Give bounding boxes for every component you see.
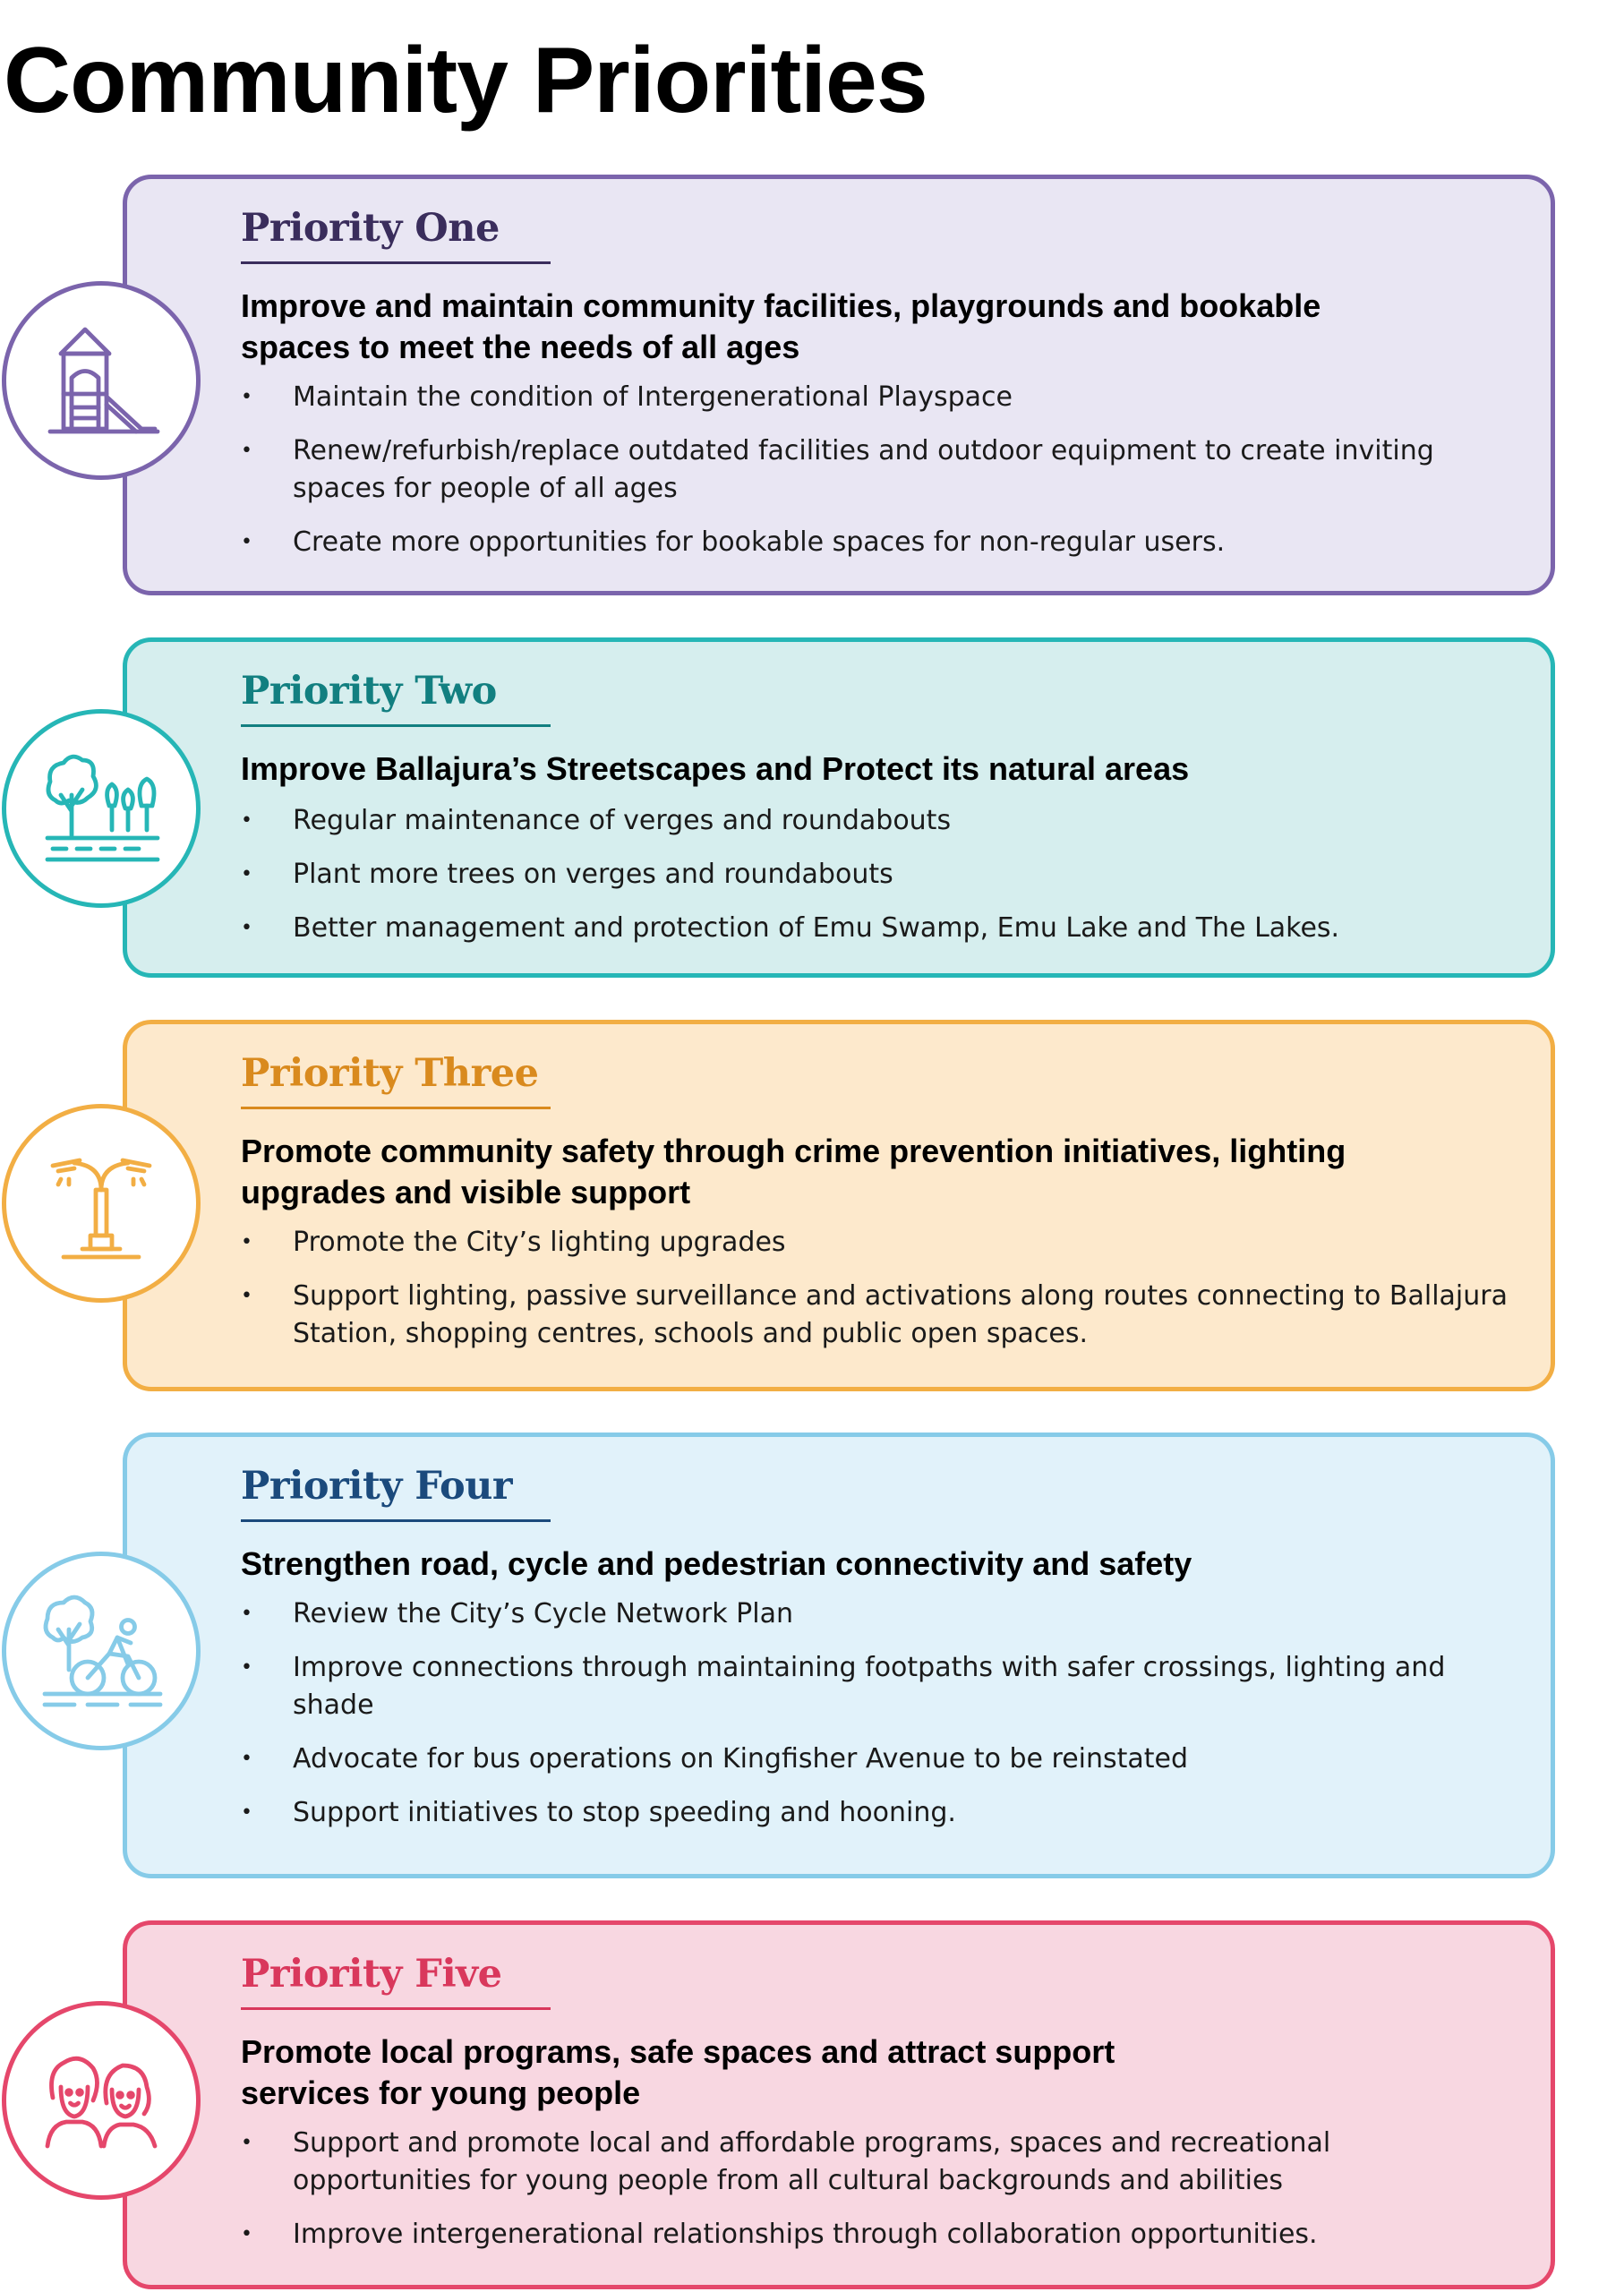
priority-bullet-list: [241, 802, 1515, 947]
bullet-item: • Plant more trees on verges and roundabouts: [241, 856, 1515, 894]
heading-underline: [241, 724, 551, 727]
priority-subtitle: Strengthen road, cycle and pedestrian connectivity and safety: [241, 1545, 1192, 1582]
priority-bullet-list: [241, 2125, 1515, 2254]
cyclist-icon: [2, 1552, 201, 1750]
street-light-icon: [2, 1104, 201, 1303]
bullet-item: • Support initiatives to stop speeding and hooning.: [241, 1794, 1515, 1832]
priority-card-two: [123, 637, 1555, 978]
priority-heading: Priority Two: [241, 669, 497, 714]
bullet-item: • Create more opportunities for bookable spaces for non-regular users.: [241, 524, 1515, 561]
bullet-item: • Promote the City’s lighting upgrades: [241, 1224, 1515, 1261]
priority-subtitle: Promote community safety through crime prevention initiatives, lighting upgrades and visible support: [241, 1133, 1346, 1210]
bullet-item: • Review the City’s Cycle Network Plan: [241, 1595, 1515, 1633]
playground-icon: [2, 281, 201, 480]
priority-heading: Priority Five: [241, 1952, 502, 1997]
bullet-item: • Maintain the condition of Intergenerational Playspace: [241, 379, 1515, 416]
bullet-item: • Support lighting, passive surveillance and activations along routes connecting to Ballajura Station, shopping centres, schools and public open spaces.: [241, 1278, 1515, 1353]
priority-card-one: [123, 175, 1555, 595]
young-people-icon: [2, 2001, 201, 2200]
priority-card-five: [123, 1920, 1555, 2289]
bullet-item: • Better management and protection of Emu Swamp, Emu Lake and The Lakes.: [241, 910, 1515, 947]
heading-underline: [241, 261, 551, 264]
priority-bullet-list: [241, 379, 1515, 561]
bullet-item: • Renew/refurbish/replace outdated facilities and outdoor equipment to create inviting spaces for people of all ages: [241, 432, 1515, 508]
priority-subtitle: Improve and maintain community facilities, playgrounds and bookable spaces to meet the needs of all ages: [241, 287, 1321, 365]
heading-underline: [241, 2007, 551, 2010]
priority-bullet-list: [241, 1224, 1515, 1353]
priority-subtitle: Promote local programs, safe spaces and attract support services for young people: [241, 2033, 1115, 2111]
priority-card-four: [123, 1432, 1555, 1878]
priority-card-three: [123, 1020, 1555, 1391]
trees-icon: [2, 709, 201, 908]
page-title: Community Priorities: [4, 29, 927, 133]
priority-bullet-list: [241, 1595, 1515, 1832]
heading-underline: [241, 1519, 551, 1522]
priority-heading: Priority One: [241, 206, 500, 251]
heading-underline: [241, 1107, 551, 1109]
bullet-item: • Support and promote local and affordable programs, spaces and recreational opportunities for young people from all cultural backgrounds and abilities: [241, 2125, 1515, 2200]
bullet-item: • Advocate for bus operations on Kingfisher Avenue to be reinstated: [241, 1740, 1515, 1778]
bullet-item: • Improve intergenerational relationships through collaboration opportunities.: [241, 2216, 1515, 2254]
priority-subtitle: Improve Ballajura’s Streetscapes and Protect its natural areas: [241, 750, 1190, 787]
priority-heading: Priority Four: [241, 1464, 513, 1509]
priority-heading: Priority Three: [241, 1051, 539, 1096]
bullet-item: • Regular maintenance of verges and roundabouts: [241, 802, 1515, 840]
bullet-item: • Improve connections through maintaining footpaths with safer crossings, lighting and shade: [241, 1649, 1515, 1724]
